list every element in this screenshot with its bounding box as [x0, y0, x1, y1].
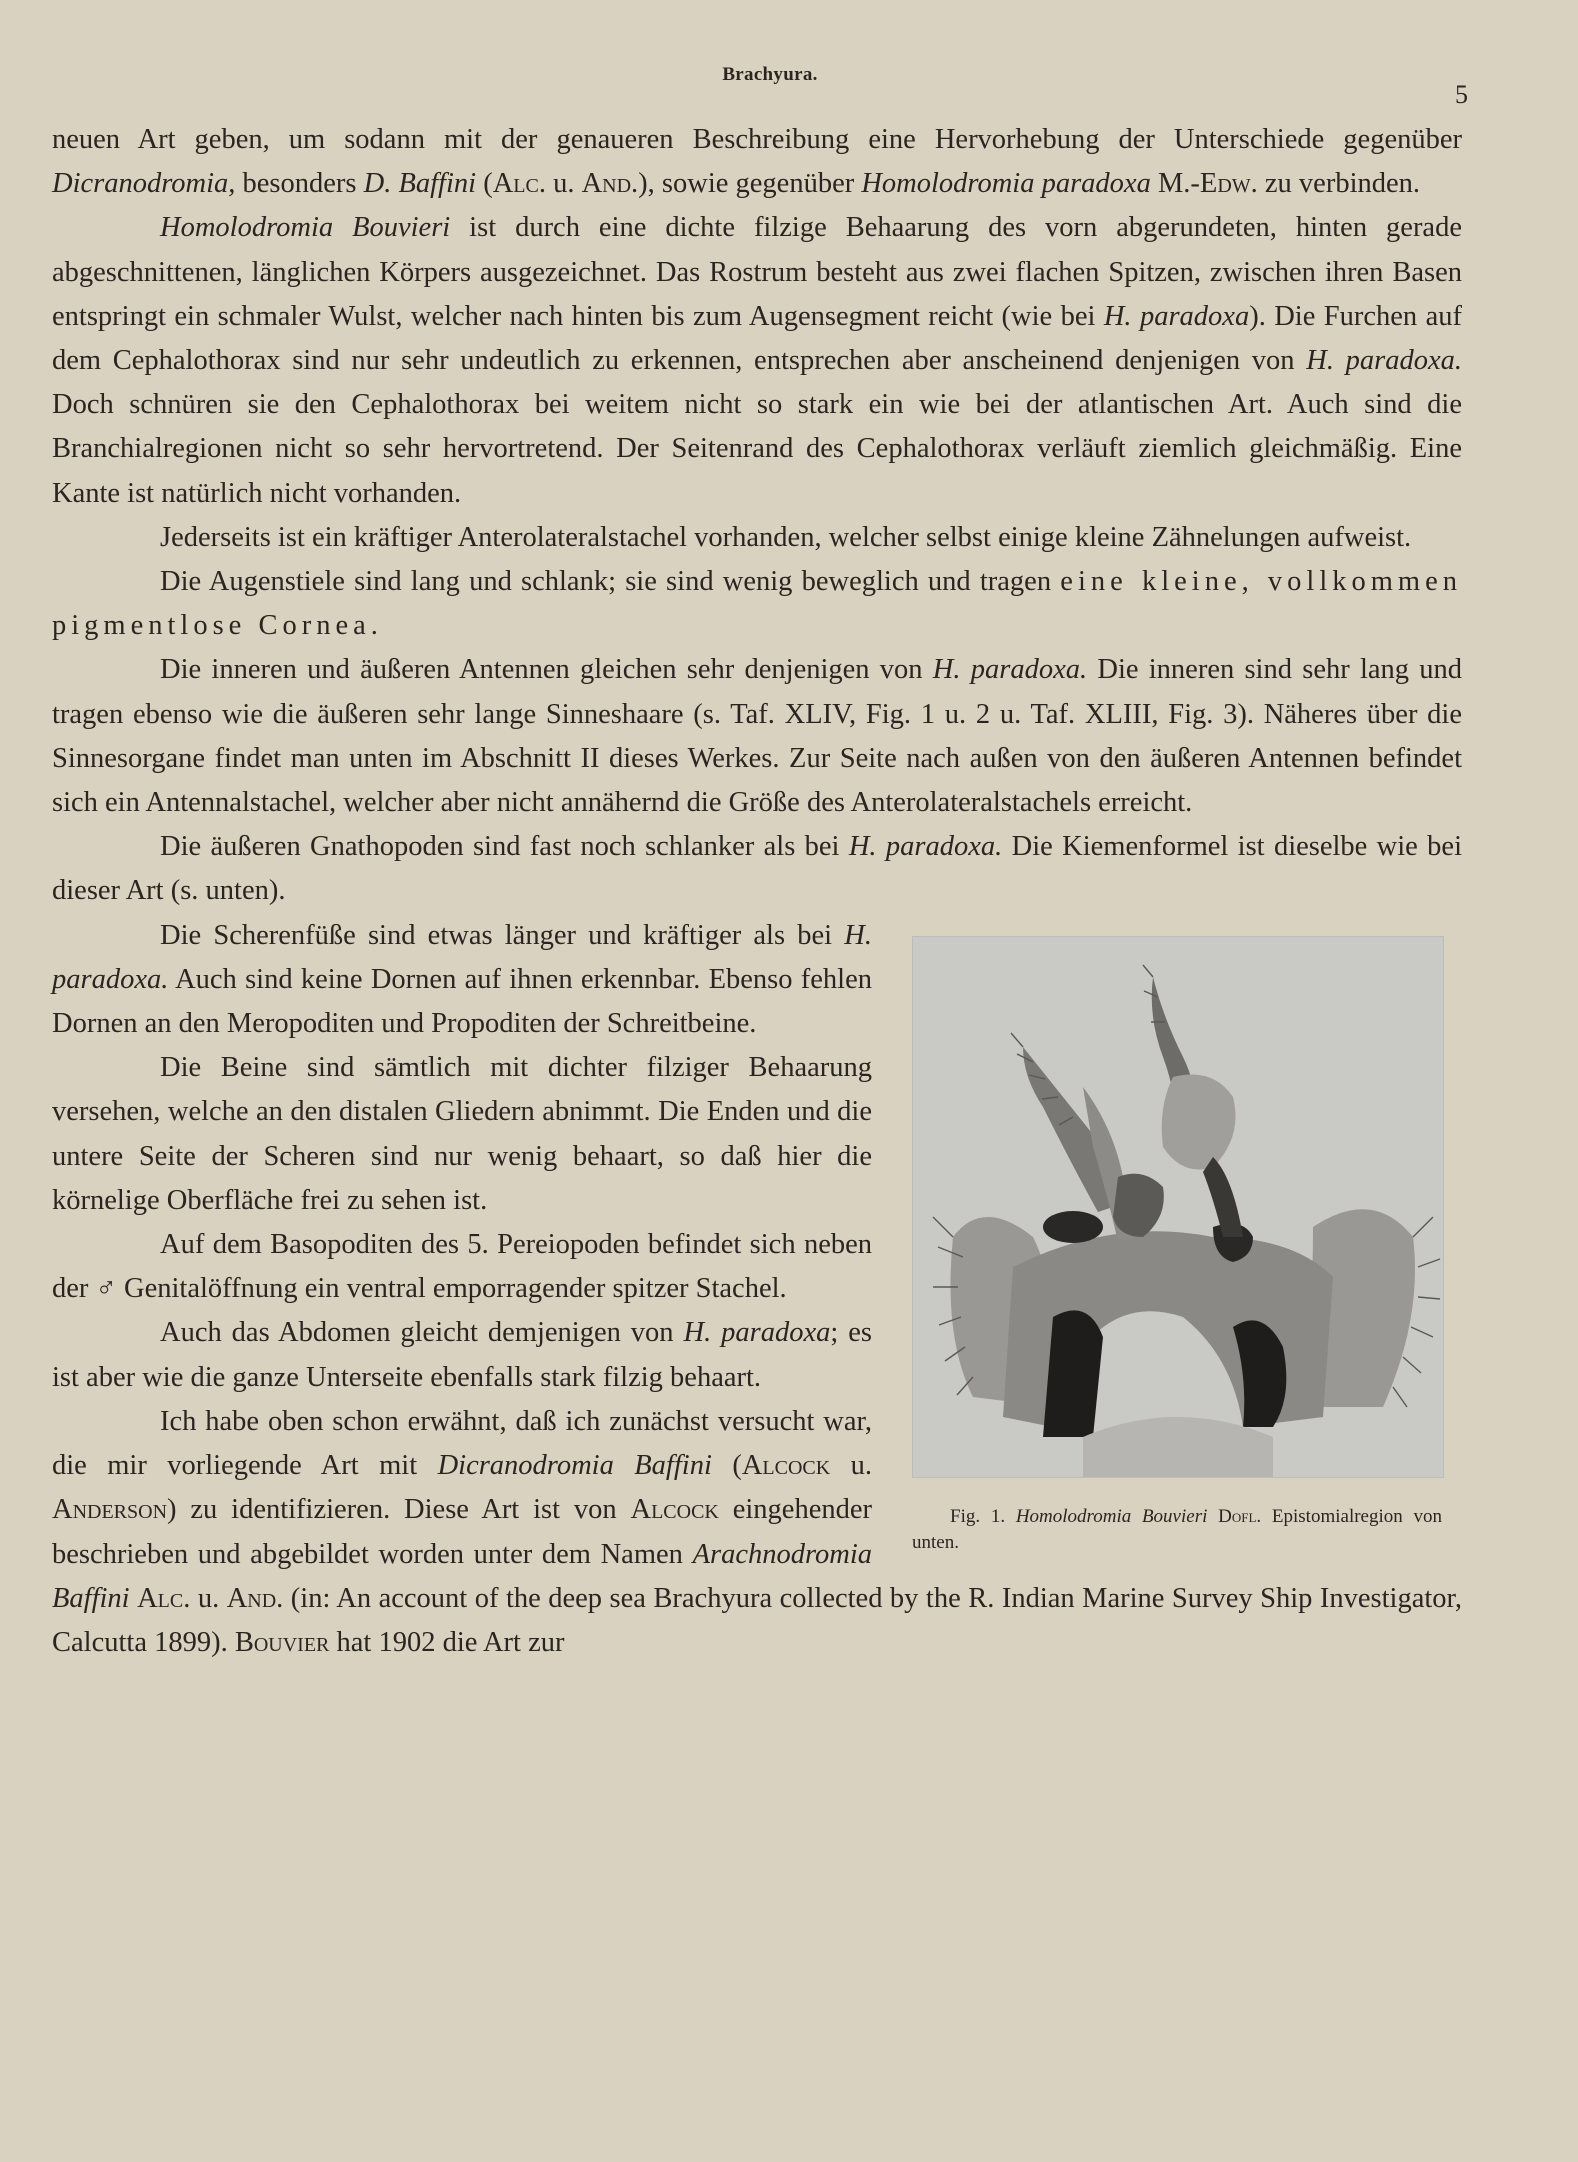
text-run: neuen Art geben, um sodann mit der genaueren Beschreibung eine Hervorhebung der Unterschiede gegenüber — [52, 124, 1462, 155]
text-run: ( — [476, 168, 493, 200]
text-run: Doch schnüren sie den Cephalothorax bei weitem nicht so stark ein wie bei der atlantischen Art. Auch sind die Branchialregionen nicht so sehr hervortretend. Der Seitenrand des Cephalothorax verläuft ziemlich gleichmäßig. Eine Kante ist natürlich nicht vorhanden. — [52, 389, 1462, 509]
text-run: ), sowie gegenüber — [638, 168, 862, 200]
text-run: M.- — [1150, 168, 1200, 200]
text-run: (in: An account of the deep sea Brachyura collected by the R. Indian Marine Survey Ship Investigator, Calcutta 1899). — [52, 1582, 1463, 1658]
text-run: Auf dem Basopoditen des 5. Pereiopoden befindet sich neben der ♂ Genitalöffnung ein ventral emporragender spitzer Stachel. — [52, 1229, 872, 1305]
text-run: H. paradoxa. — [932, 654, 1088, 686]
figure-species: Homolodromia Bouvieri — [1015, 1505, 1208, 1527]
text-run: Arachnodromia Baffini — [52, 1538, 872, 1614]
text-run: And. — [581, 168, 639, 200]
text-run: ; es ist aber wie die ganze Unterseite ebenfalls stark filzig behaart. — [52, 1317, 872, 1393]
text-run: Homolodromia paradoxa — [861, 168, 1151, 200]
text-run: ist durch eine dichte filzige Behaarung des vorn abgerundeten, hinten gerade abgeschnittenen, länglichen Körpers ausgezeichnet. Das Rostrum besteht aus zwei flachen Spitzen, zwischen ihren Basen entspringt ein schmaler Wulst, welcher nach hinten bis zum Augensegment reicht (wie bei — [52, 212, 1462, 332]
running-title: Brachyura. — [722, 64, 818, 85]
text-run: H. paradoxa. — [848, 831, 1003, 863]
text-run: H. paradoxa. — [52, 919, 872, 995]
text-run: D. Baffini — [363, 168, 477, 200]
figure-caption — [912, 1504, 1442, 1556]
text-run: Homolodromia Bouvieri — [160, 212, 451, 244]
text-run: Edw. — [1199, 168, 1258, 200]
text-run: Auch sind keine Dornen auf ihnen erkennbar. Ebenso fehlen Dornen an den Meropoditen und Propoditen der Schreitbeine. — [52, 963, 872, 1040]
paragraph — [52, 825, 1462, 913]
text-run: hat 1902 die Art zur — [329, 1626, 565, 1658]
text-run: eingehender beschrieben und abgebildet worden unter dem Namen — [52, 1494, 872, 1570]
crab-epistome-illustration — [913, 937, 1443, 1477]
text-run: Die inneren und äußeren Antennen gleichen sehr denjenigen von — [160, 654, 933, 686]
paragraph — [52, 648, 1462, 825]
text-run: Die Augenstiele sind lang und schlank; sie sind wenig beweglich und tragen — [160, 566, 1061, 598]
text-run: Auch das Abdomen gleicht demjenigen von — [160, 1317, 684, 1349]
text-run: u. — [830, 1450, 873, 1482]
text-run: ) zu identifizieren. Diese Art ist von — [167, 1494, 631, 1526]
figure — [912, 936, 1462, 1556]
paragraph — [52, 560, 1462, 648]
text-run: Alcock — [630, 1494, 719, 1526]
text-run: ). Die Furchen auf dem Cephalothorax sind nur sehr undeutlich zu erkennen, entsprechen aber anscheinend denjenigen von — [52, 300, 1462, 377]
figure-image — [912, 936, 1444, 1478]
text-run: . — [370, 610, 378, 642]
text-run: Alc. — [492, 168, 546, 200]
text-run: Die Beine sind sämtlich mit dichter filziger Behaarung versehen, welche an den distalen Gliedern abnimmt. Die Enden und die untere Seite der Scheren sind nur wenig behaart, so daß hier die körnelige Oberfläche frei zu sehen ist. — [52, 1052, 872, 1216]
text-run: Die Kiemenformel ist dieselbe wie bei dieser Art (s. unten). — [52, 831, 1463, 907]
text-run: H. paradoxa — [683, 1317, 831, 1349]
figure-label: Fig. 1. — [950, 1505, 1006, 1527]
text-run: H. paradoxa — [1103, 300, 1250, 332]
text-run: Die inneren sind sehr lang und tragen ebenso wie die äußeren sehr lange Sinneshaare (s. Taf. XLIV, Fig. 1 u. 2 u. Taf. XLIII, Fig. 3). Näheres über die Sinnesorgane findet man unten im Abschnitt II dieses Werkes. Zur Seite nach außen von den äußeren Antennen befindet sich ein Antennalstachel, welcher aber nicht annähernd die Größe des Anterolateralstachels erreicht. — [52, 654, 1463, 819]
text-run: Ich habe oben schon erwähnt, daß ich zunächst versucht war, die mir vorliegende Art mit — [52, 1405, 872, 1482]
text-run: And. — [226, 1582, 284, 1614]
text-run: ( — [711, 1450, 742, 1482]
text-run: Die äußeren Gnathopoden sind fast noch schlanker als bei — [160, 831, 849, 863]
text-run: Anderson — [52, 1494, 168, 1526]
text-run: zu verbinden. — [1257, 168, 1421, 200]
text-run: eine kleine, vollkommen pigmentlose Cornea — [52, 566, 1462, 642]
text-run: Dicranodromia, — [52, 168, 236, 200]
paragraph — [52, 118, 1462, 206]
text-run: besonders — [235, 168, 364, 200]
text-run: Alc. — [137, 1582, 191, 1614]
text-run: u. — [545, 168, 582, 200]
text-run: Alcock — [741, 1450, 831, 1482]
text-run: Die Scherenfüße sind etwas länger und kräftiger als bei — [160, 919, 845, 951]
paragraph — [52, 516, 1462, 560]
text-run: Bouvier — [234, 1626, 330, 1658]
paragraph — [52, 206, 1462, 515]
text-run: Jederseits ist ein kräftiger Anterolateralstachel vorhanden, welcher selbst einige kleine Zähnelungen aufweist. — [160, 521, 1412, 553]
text-run — [130, 1583, 138, 1614]
text-run: H. paradoxa. — [1306, 345, 1463, 377]
text-run: u. — [190, 1582, 227, 1614]
body-text — [52, 118, 1462, 1665]
figure-author: Dofl. — [1218, 1505, 1262, 1527]
text-run: Dicranodromia Baffini — [437, 1450, 712, 1482]
page-number: 5 — [1455, 80, 1468, 109]
figure-description: Epistomialregion von unten. — [912, 1505, 1442, 1553]
